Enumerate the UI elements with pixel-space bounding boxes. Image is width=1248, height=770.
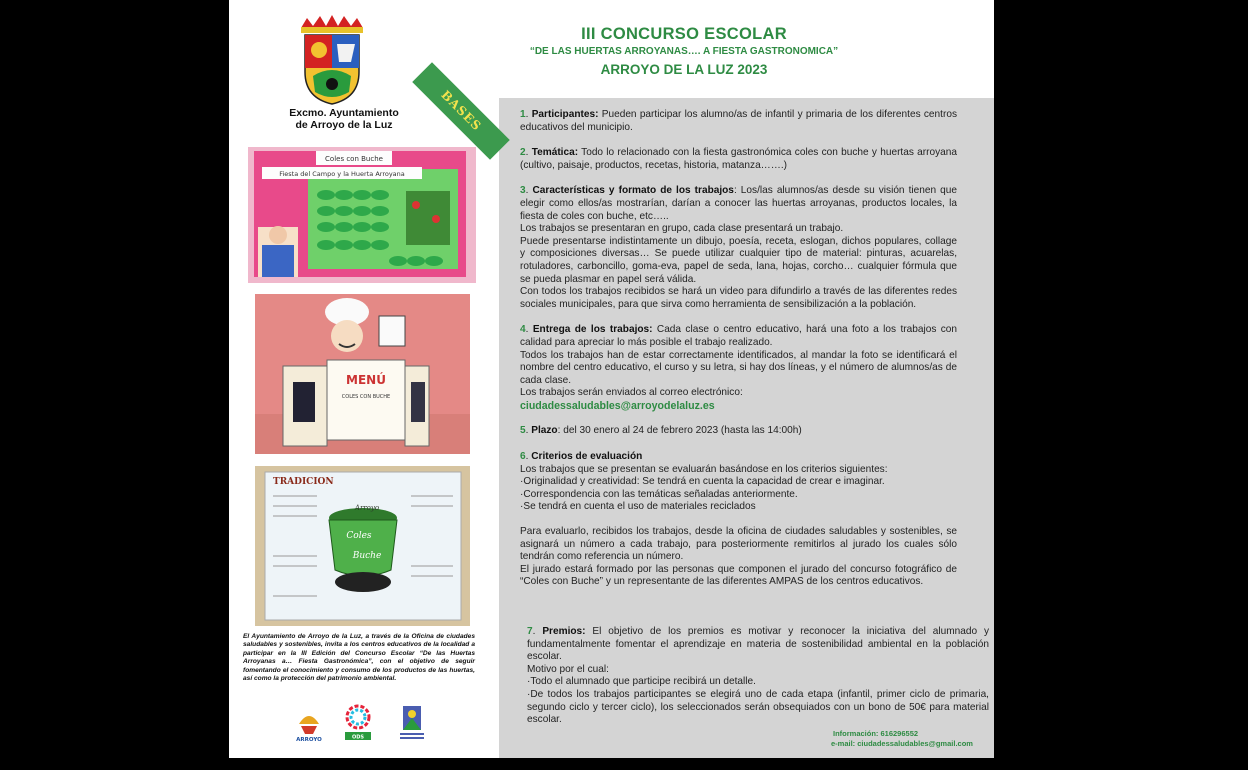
section-number: 3 [520, 185, 526, 197]
ods-logo-text: ODS [351, 734, 365, 741]
section-title: Premios: [542, 626, 586, 637]
section-number: 7 [527, 626, 533, 637]
section-title: Plazo [531, 425, 558, 437]
coat-of-arms-icon [293, 14, 371, 106]
board-title: TRADICION [273, 477, 334, 487]
section-text: Cada clase o centro educativo, hará una foto a los trabajos con calidad para apreciar lo más posible el trabajo realizado. [520, 324, 958, 348]
menu-subtitle: COLES CON BUCHE [341, 394, 391, 400]
section-prizes: 7. Premios: El objetivo de los premios es motivar y reconocer la iniciativa del alumnado y fundamentalmente fomentar el aprendizaje en materia de sostenibilidad ambiental en la población escolar. Motivo por el cual: ·Todo el alumnado que participe recibirá un detalle. ·De todos los trabajos participantes se elegirá uno de cada etapa (infantil, primer ciclo de primaria, segundo ciclo y tercer ciclo), los seleccionados serán obsequiados con un bono de 50€ para material escolar. [527, 626, 989, 726]
poster-header [499, 24, 869, 78]
section-theme: 2. Temática: Todo lo relacionado con la fiesta gastronómica coles con buche y huertas arroyana (cultivo, paisaje, productos, recetas, historia, matanza…….) [520, 147, 958, 171]
submission-email-link[interactable]: ciudadessaludables@arroyodelaluz.es [520, 399, 715, 412]
town-name-line1: Excmo. Ayuntamiento [289, 107, 399, 119]
criteria-bullet: ·Correspondencia con las temáticas señaladas anteriormente. [520, 488, 798, 500]
section-delivery: 4. Entrega de los trabajos: Cada clase o centro educativo, hará una foto a los trabajos con calidad para apreciar lo más posible el trabajo realizado. Todos los trabajos han de estar correctamente identificados, al mandar la foto se identificará el nombre del centro educativo, el curso y su letra, si hay dos líneas, y el número de alumnos/as de cada clase. Los trabajos serán enviados al correo electrónico: ciudadessaludables@arroyodelaluz.es [520, 324, 958, 412]
logo-row [229, 704, 499, 744]
poster-place-year: ARROYO DE LA LUZ 2023 [600, 62, 768, 77]
board-photo [255, 466, 470, 626]
ods-logo-icon [343, 704, 373, 742]
section-paragraph: Con todos los trabajos recibidos se hará un video para difundirlo a través de las diferentes redes sociales municipales, para que sirva como herramienta de sensibilización a la población. [520, 286, 957, 310]
section-title: Criterios de evaluación [531, 451, 643, 463]
town-name-line2: de Arroyo de la Luz [295, 119, 393, 131]
section-paragraph: Motivo por el cual: [527, 663, 609, 675]
section-paragraph: Puede presentarse indistintamente un dibujo, poesía, receta, eslogan, dichos populares, collage y composiciones diversas… Se puede utilizar cualquier tipo de material: pinturas, acuarelas, rotuladores, carboncillo, goma-eva, papel de seda, lana, hojas, corcho… cualquier fórmula que se pueda plasmar en papel será válida. [520, 235, 957, 285]
contact-email[interactable]: e-mail: ciudadessaludables@gmail.com [831, 739, 973, 748]
section-title: Entrega de los trabajos: [532, 324, 653, 336]
section-title: Características y formato de los trabajos [532, 185, 734, 197]
town-name [249, 107, 439, 131]
section-deadline: 5. Plazo: del 30 enero al 24 de febrero 2023 (hasta las 14:00h) [520, 425, 802, 437]
criteria-bullet: ·Se tendrá en cuenta el uso de materiales reciclados [520, 501, 756, 513]
intro-text: El Ayuntamiento de Arroyo de la Luz, a través de la Oficina de ciudades saludables y sostenibles, invita a los centros educativos de la localidad a participar en la III Edición del Concurso Escolar “De las Huertas Arroyanas a… Fiesta Gastronómica”, con el objetivo de seguir fomentando el conocimiento y consumo de los productos de las huertas, así como la protección del patrimonio ambiental. [243, 633, 475, 683]
mural-photo [248, 147, 476, 283]
section-paragraph: Todos los trabajos han de estar correctamente identificados, al mandar la foto se identificará el nombre del centro educativo, el curso y su letra, si hay dos líneas, y el número de alumnos/as de cada clase. [520, 349, 957, 386]
section-paragraph: Para evaluarlo, recibidos los trabajos, desde la oficina de ciudades saludables y sostenibles, se asignará un número a cada trabajo, para posteriormente remitirlos al jurado los cuales sólo tendrán como referencia un número. [520, 526, 957, 563]
section-format: 3. Características y formato de los trabajos: Los/las alumnos/as desde su visión tienen que elegir como ellos/as mostrarían, darían a conocer las huertas arroyanas, productos locales, la fiesta de coles con buche, etc….. Los trabajos se presentaran en grupo, cada clase presentará un trabajo. Puede presentarse indistintamente un dibujo, poesía, receta, eslogan, dichos populares, collage y composiciones diversas… Se puede utilizar cualquier tipo de material: pinturas, acuarelas, rotuladores, carboncillo, goma-eva, papel de seda, lana, hojas, corcho… cualquier fórmula que se pueda plasmar en papel será válida. Con todos los trabajos recibidos se hará un video para difundirlo a través de las diferentes redes sociales municipales, para que sirva como herramienta de sensibilización a la población. [520, 185, 957, 310]
mural-sign1: Coles con Buche [325, 155, 383, 163]
section-text: : del 30 enero al 24 de febrero 2023 (hasta las 14:00h) [557, 425, 802, 437]
poster-title: III CONCURSO ESCOLAR [581, 25, 787, 43]
section-paragraph: Los trabajos se presentaran en grupo, cada clase presentará un trabajo. [520, 223, 844, 235]
section-title: Participantes: [531, 109, 599, 120]
section-number: 2 [520, 147, 526, 159]
board-arroyo: Arroyo [354, 504, 380, 512]
board-illustration [255, 466, 470, 626]
mural-sign2: Fiesta del Campo y la Huerta Arroyana [279, 170, 405, 178]
healthy-cities-logo-icon [397, 704, 427, 742]
arroyo-logo-text: ARROYO [296, 737, 322, 742]
section-title: Temática: [531, 147, 579, 159]
section-text: : Los/las alumnos/as desde su visión tienen que elegir como ellos/as mostrarían, darían a conocer las huertas arroyanas, productos locales, la fiesta de coles con buche, etc….. [520, 185, 957, 222]
section-participants: 1. Participantes: Pueden participar los alumno/as de infantil y primaria de los diferentes centros educativos del municipio. [520, 109, 957, 133]
section-text: Pueden participar los alumno/as de infantil y primaria de los diferentes centros educativos del municipio. [520, 109, 957, 133]
poster [229, 0, 994, 758]
section-text: El objetivo de los premios es motivar y reconocer la iniciativa del alumnado y fundamentalmente fomentar el aprendizaje en materia de sostenibilidad ambiental en la población escolar. [527, 626, 989, 663]
section-number: 6 [520, 451, 526, 463]
section-paragraph: Los trabajos serán enviados al correo electrónico: [520, 387, 743, 399]
arroyo-logo-icon [295, 704, 323, 742]
bases-label: BASES [438, 88, 484, 134]
section-number: 5 [520, 425, 526, 437]
board-buche: Buche [352, 551, 382, 561]
menu-title: MENÚ [346, 373, 386, 387]
rules-content [520, 109, 957, 602]
section-text: Todo lo relacionado con la fiesta gastronómica coles con buche y huertas arroyana (cultivo, paisaje, productos, recetas, historia, matanza…….) [520, 147, 958, 171]
board-coles: Coles [346, 531, 372, 541]
contact-info [831, 729, 986, 749]
contact-phone: Información: 616296552 [833, 729, 919, 738]
menu-photo [255, 294, 470, 454]
section-criteria: 6. Criterios de evaluación Los trabajos que se presentan se evaluarán basándose en los criterios siguientes: ·Originalidad y creatividad: Se tendrá en cuenta la capacidad de crear e imaginar. ·Correspondencia con las temáticas señaladas anteriormente. ·Se tendrá en cuenta el uso de materiales reciclados Para evaluarlo, recibidos los trabajos, desde la oficina de ciudades saludables y sostenibles, se asignará un número a cada trabajo, para posteriormente remitirlos al jurado los cuales sólo tendrán como referencia un número. El jurado estará formado por las personas que componen el jurado del concurso fotográfico de “Coles con Buche” y un representante de las diferentes AMPAS de los centros educativos. [520, 451, 957, 588]
criteria-bullet: ·Originalidad y creatividad: Se tendrá en cuenta la capacidad de crear e imaginar. [520, 476, 885, 488]
section-paragraph: El jurado estará formado por las personas que componen el jurado del concurso fotográfico de “Coles con Buche” y un representante de las diferentes AMPAS de los centros educativos. [520, 563, 957, 588]
section-number: 4 [520, 324, 526, 336]
mural-illustration [248, 147, 476, 283]
prize-bullet: ·De todos los trabajos participantes se elegirá uno de cada etapa (infantil, primer ciclo de primaria, segundo ciclo y tercer ciclo), los seleccionados serán obsequiados con un bono de 50€ para material escolar. [527, 688, 989, 726]
section-number: 1 [520, 109, 526, 120]
poster-subtitle: “DE LAS HUERTAS ARROYANAS…. A FIESTA GASTRONOMICA” [529, 46, 839, 57]
menu-illustration [255, 294, 470, 454]
prize-bullet: ·Todo el alumnado que participe recibirá un detalle. [527, 676, 756, 688]
section-paragraph: Los trabajos que se presentan se evaluarán basándose en los criterios siguientes: [520, 463, 888, 475]
